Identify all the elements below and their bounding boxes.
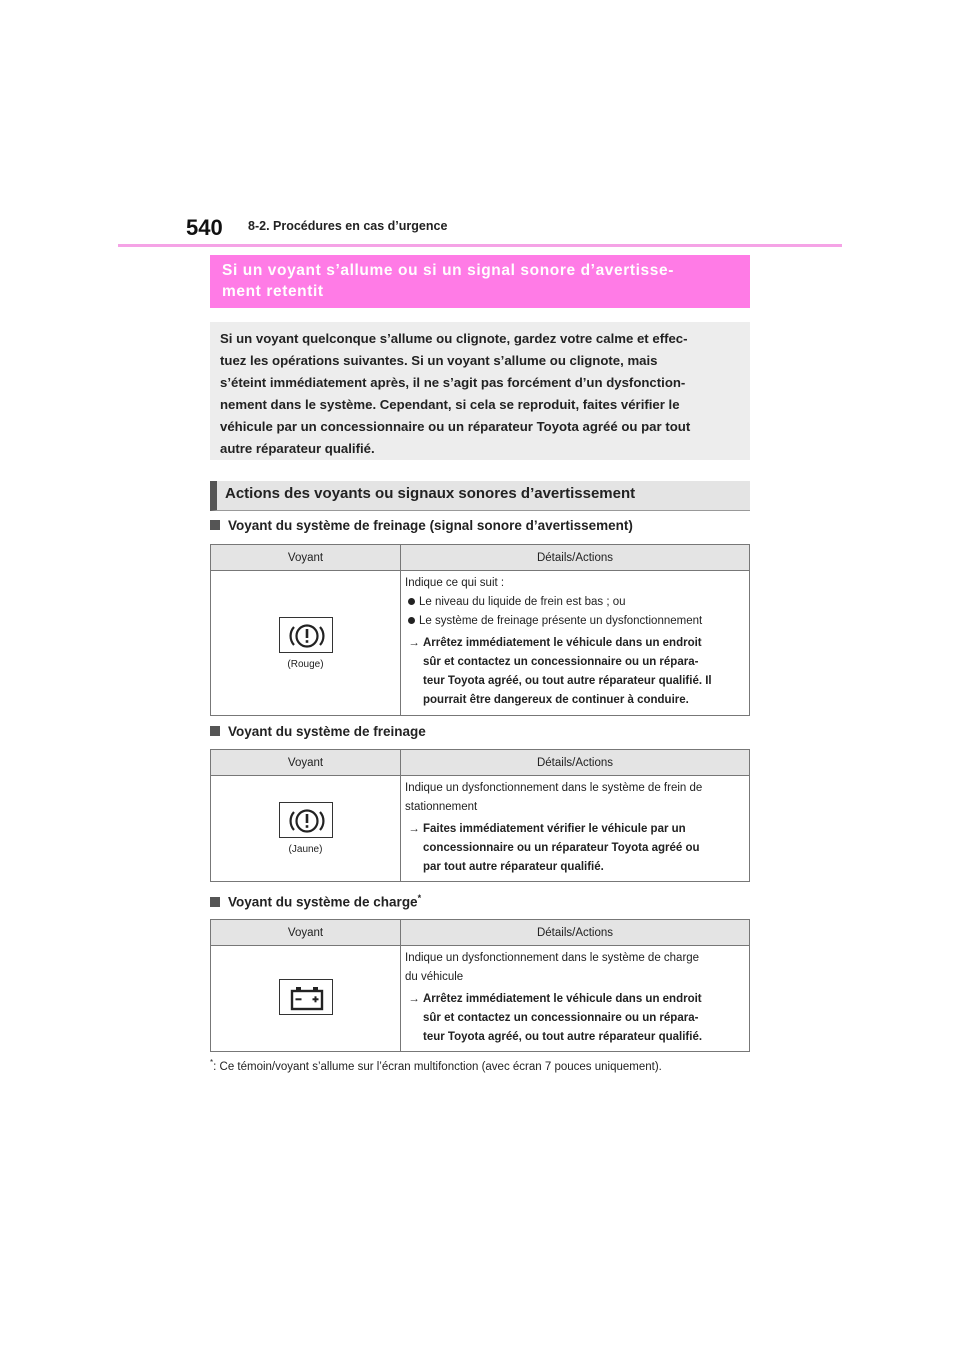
detail-text: du véhicule bbox=[405, 971, 464, 983]
icon-cell bbox=[211, 946, 401, 1052]
action-line: teur Toyota agréé, ou tout autre réparateur qualifié. bbox=[423, 1031, 703, 1043]
column-header-details: Détails/Actions bbox=[401, 750, 750, 776]
subheading-text: Voyant du système de freinage bbox=[228, 724, 426, 739]
arrow-right-icon: → bbox=[408, 637, 420, 649]
square-bullet-icon bbox=[210, 897, 220, 907]
intro-line: Si un voyant quelconque s’allume ou clignote, gardez votre calme et effec- bbox=[220, 331, 688, 346]
square-bullet-icon bbox=[210, 726, 220, 736]
footnote bbox=[210, 1058, 662, 1073]
column-header-voyant: Voyant bbox=[211, 545, 401, 571]
subheading-text: Voyant du système de freinage (signal sonore d’avertissement) bbox=[228, 518, 633, 533]
action-line: concessionnaire ou un réparateur Toyota agréé ou bbox=[423, 842, 700, 854]
subheading-brake-system bbox=[210, 724, 426, 739]
icon-cell bbox=[211, 571, 401, 716]
icon-caption: (Rouge) bbox=[287, 658, 324, 670]
topic-title-line: ment retentit bbox=[222, 283, 324, 300]
topic-title-box bbox=[210, 255, 750, 308]
intro-line: véhicule par un concessionnaire ou un réparateur Toyota agréé ou par tout bbox=[220, 419, 691, 434]
action-line: Arrêtez immédiatement le véhicule dans un endroit bbox=[423, 993, 702, 1005]
bullet-text: Le système de freinage présente un dysfonctionnement bbox=[419, 615, 703, 627]
column-header-voyant: Voyant bbox=[211, 920, 401, 946]
bullet-item bbox=[405, 593, 745, 612]
square-bullet-icon bbox=[210, 520, 220, 530]
warning-table-brake-yellow bbox=[210, 749, 750, 882]
intro-box bbox=[210, 322, 750, 460]
detail-text: stationnement bbox=[405, 801, 478, 813]
intro-line: tuez les opérations suivantes. Si un voyant s’allume ou clignote, mais bbox=[220, 353, 658, 368]
column-header-details: Détails/Actions bbox=[401, 920, 750, 946]
brake-warning-icon bbox=[279, 617, 333, 653]
action-line: teur Toyota agréé, ou tout autre réparateur qualifié. Il bbox=[423, 675, 712, 687]
page-number: 540 bbox=[186, 215, 223, 240]
column-header-voyant: Voyant bbox=[211, 750, 401, 776]
warning-table-charging bbox=[210, 919, 750, 1052]
icon-cell bbox=[211, 776, 401, 882]
action-block bbox=[405, 990, 745, 1047]
bullet-text: Le niveau du liquide de frein est bas ; ou bbox=[419, 596, 626, 608]
intro-line: s’éteint immédiatement après, il ne s’agit pas forcément d’un dysfonction- bbox=[220, 375, 686, 390]
action-line: par tout autre réparateur qualifié. bbox=[423, 861, 604, 873]
action-block bbox=[405, 820, 745, 877]
details-cell bbox=[401, 946, 750, 1052]
action-block bbox=[405, 634, 745, 710]
subheading-brake-system-alarm bbox=[210, 518, 633, 533]
action-line: Arrêtez immédiatement le véhicule dans un endroit bbox=[423, 637, 702, 649]
details-cell bbox=[401, 776, 750, 882]
topic-title-line: Si un voyant s’allume ou si un signal sonore d’avertisse- bbox=[222, 262, 674, 279]
footnote-text: : Ce témoin/voyant s’allume sur l’écran multifonction (avec écran 7 pouces uniquement). bbox=[213, 1060, 662, 1073]
subheading-charging-system bbox=[210, 893, 421, 910]
arrow-right-icon: → bbox=[408, 823, 420, 835]
icon-caption: (Jaune) bbox=[288, 844, 323, 855]
action-line: sûr et contactez un concessionnaire ou un répara- bbox=[423, 1012, 699, 1024]
brake-warning-icon bbox=[279, 802, 333, 838]
bullet-dot-icon bbox=[408, 617, 415, 624]
footnote-mark: * bbox=[210, 1058, 214, 1067]
action-line: Faites immédiatement vérifier le véhicule par un bbox=[423, 823, 686, 835]
detail-text: Indique un dysfonctionnement dans le système de charge bbox=[405, 952, 700, 964]
header-rule bbox=[118, 244, 842, 247]
chapter-title: 8-2. Procédures en cas d’urgence bbox=[248, 219, 448, 233]
column-header-details: Détails/Actions bbox=[401, 545, 750, 571]
battery-icon bbox=[279, 979, 333, 1015]
action-text bbox=[423, 820, 700, 877]
bullet-dot-icon bbox=[408, 598, 415, 605]
warning-table-brake-red bbox=[210, 544, 750, 716]
arrow-right-icon: → bbox=[408, 993, 420, 1005]
action-text bbox=[423, 634, 712, 710]
intro-line: nement dans le système. Cependant, si cela se reproduit, faites vérifier le bbox=[220, 397, 680, 412]
section-title: Actions des voyants ou signaux sonores d’avertissement bbox=[210, 481, 750, 511]
asterisk-mark: * bbox=[417, 893, 422, 903]
action-line: sûr et contactez un concessionnaire ou un répara- bbox=[423, 656, 699, 668]
intro-line: autre réparateur qualifié. bbox=[220, 441, 375, 456]
action-text bbox=[423, 990, 702, 1047]
details-cell bbox=[401, 571, 750, 716]
detail-text: Indique ce qui suit : bbox=[405, 577, 505, 589]
subheading-text: Voyant du système de charge bbox=[228, 894, 418, 910]
action-line: pourrait être dangereux de continuer à conduire. bbox=[423, 694, 689, 706]
detail-text: Indique un dysfonctionnement dans le système de frein de bbox=[405, 782, 703, 794]
bullet-item bbox=[405, 612, 745, 631]
